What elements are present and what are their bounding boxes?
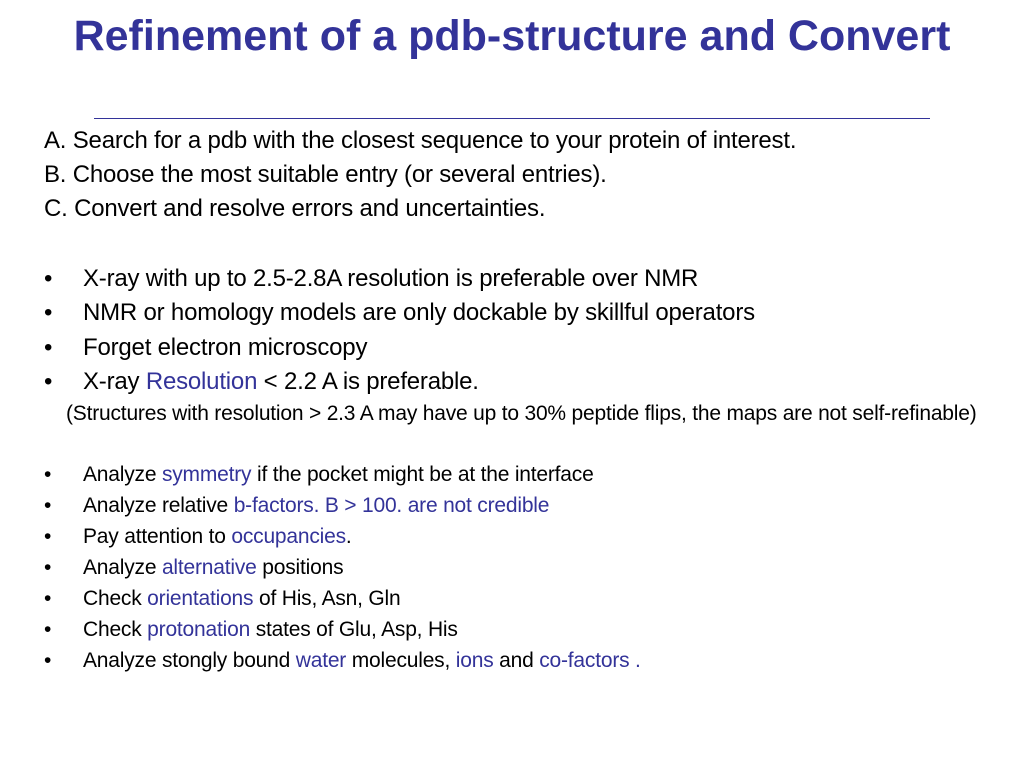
highlight-term: orientations [147,587,254,610]
bullet-text-prefix: Check [83,587,148,610]
bullet-text-suffix: . [345,525,352,548]
resolution-note: (Structures with resolution > 2.3 A may have up to 30% peptide flips, the maps are not self-refinable) [66,402,977,425]
highlight-term: symmetry [161,463,252,486]
bullet-text-suffix: < 2.2 A is preferable. [257,367,479,395]
highlight-term: ions [455,649,494,672]
bullet-text-suffix: if the pocket might be at the interface [251,463,594,486]
main-bullet-list [44,262,1004,399]
bullet-text: X-ray with up to 2.5-2.8A resolution is preferable over NMR [83,265,699,292]
bullet-text-middle: molecules, [346,649,456,672]
highlight-term: alternative [161,556,257,579]
bullet-item [44,521,1004,552]
bullet-icon: • [44,556,52,579]
bullet-item [44,645,1004,676]
bullet-item [44,583,1004,614]
bullet-icon: • [44,649,52,672]
bullet-item [44,365,1004,399]
bullet-icon: • [44,587,52,610]
title-divider [94,118,930,119]
bullet-icon: • [44,463,52,486]
bullet-text-prefix: Analyze relative [83,494,234,517]
bullet-item [44,262,1004,296]
step-b: B. Choose the most suitable entry (or several entries). [44,161,607,188]
bullet-item [44,490,1004,521]
step-c: C. Convert and resolve errors and uncertainties. [44,195,546,222]
steps-list [44,124,1004,226]
bullet-item [44,552,1004,583]
bullet-icon: • [44,299,53,327]
bullet-text: Forget electron microscopy [83,333,368,361]
bullet-icon: • [44,525,52,548]
highlight-term: water [295,649,347,672]
highlight-term: b-factors. B > 100. are not credible [233,494,550,517]
bullet-item [44,331,1004,365]
highlight-term: co-factors . [539,649,641,672]
bullet-icon: • [44,333,53,361]
bullet-text-prefix: Analyze stongly bound [83,649,296,672]
bullet-text-suffix: of His, Asn, Gln [253,587,401,610]
bullet-item [44,459,1004,490]
slide-title: Refinement of a pdb-structure and Convert [73,12,951,60]
bullet-text-prefix: X-ray [83,367,146,395]
bullet-item [44,296,1004,330]
bullet-icon: • [44,618,52,641]
bullet-icon: • [44,367,53,395]
analysis-bullet-list [44,459,1004,676]
bullet-text-prefix: Analyze [83,556,162,579]
bullet-text-prefix: Check [83,618,148,641]
bullet-icon: • [44,265,53,292]
highlight-term: protonation [147,618,251,641]
bullet-text-middle: and [493,649,540,672]
highlight-term: Resolution [145,367,258,395]
bullet-text-prefix: Pay attention to [83,525,232,548]
bullet-text-suffix: positions [256,556,344,579]
bullet-text-suffix: states of Glu, Asp, His [250,618,458,641]
bullet-text: NMR or homology models are only dockable by skillful operators [83,299,755,327]
bullet-icon: • [44,494,52,517]
highlight-term: occupancies [231,525,346,548]
bullet-item [44,614,1004,645]
bullet-text-prefix: Analyze [83,463,162,486]
step-a: A. Search for a pdb with the closest sequence to your protein of interest. [44,127,797,154]
